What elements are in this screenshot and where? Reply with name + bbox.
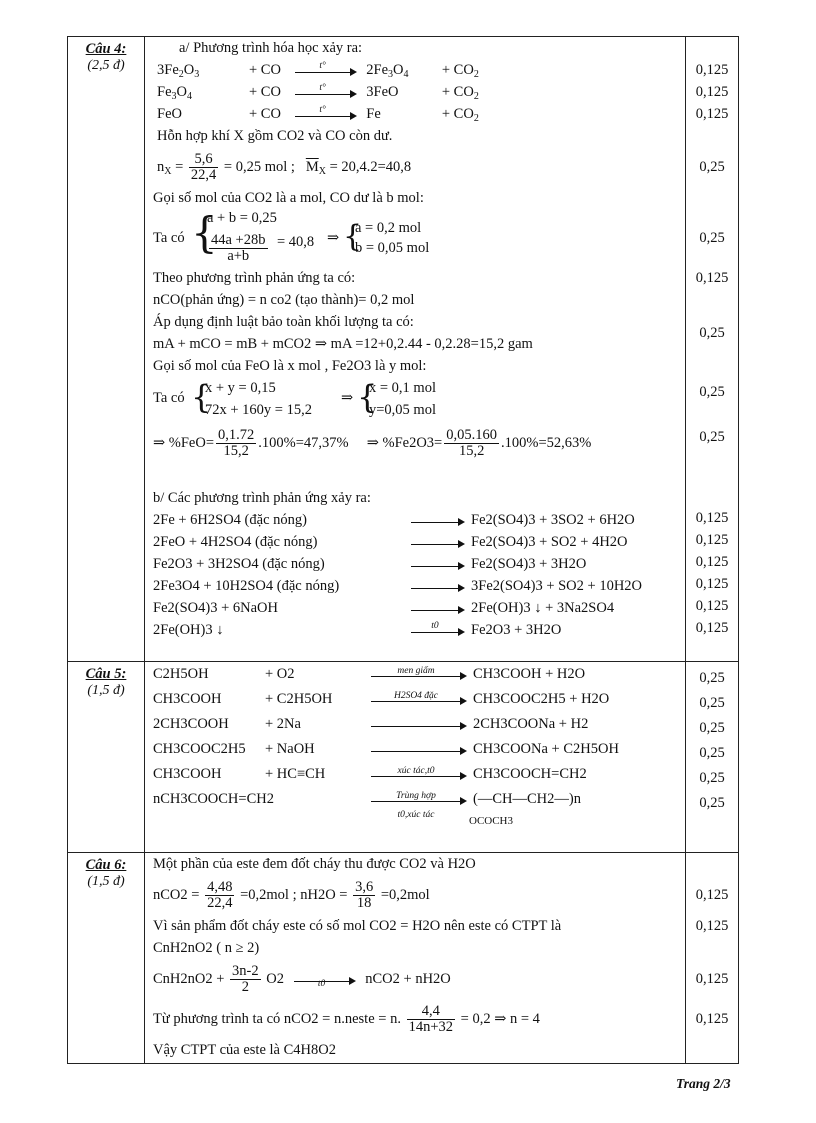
- q6-line-6: Vậy CTPT của este là C4H8O2: [153, 1042, 336, 1058]
- score: 0,125: [695, 598, 729, 614]
- score: 0,125: [695, 1011, 729, 1027]
- question-5-points: (1,5 đ): [87, 683, 125, 698]
- question-4-label-cell: [68, 37, 145, 662]
- polymer-side-group: OCOCH3: [469, 815, 514, 827]
- score: 0,125: [695, 270, 729, 286]
- score: 0,25: [699, 159, 725, 175]
- score: 0,125: [695, 62, 729, 78]
- answer-table: [67, 36, 739, 1064]
- part-b-reaction: 2Fe + 6H2SO4 (đặc nóng) Fe2(SO4)3 + 3SO2 + 6H2O: [153, 512, 635, 528]
- nco-line: nCO(phản ứng) = n co2 (tạo thành)= 0,2 mol: [153, 292, 415, 308]
- score: 0,25: [699, 429, 725, 445]
- q6-line-3: Vì sản phẩm đốt cháy este có số mol CO2 = H2O nên este có CTPT là: [153, 918, 562, 934]
- question-5-title: Câu 5:: [85, 666, 127, 682]
- system-2: Ta có { x + y = 0,15 72x + 160y = 15,2 ⇒ { x = 0,1 mol y=0,05 mol: [153, 378, 436, 418]
- question-6-title: Câu 6:: [85, 857, 127, 873]
- q6-line-3b: CnH2nO2 ( n ≥ 2): [153, 940, 260, 956]
- question-6-points-col: [686, 853, 739, 1064]
- score: 0,125: [695, 576, 729, 592]
- q5-reaction: C2H5OH + O2 men giấm CH3COOH + H2O: [153, 665, 586, 682]
- q6-line-2: nCO2 = $\frac{4,48}{22,4}$ =0,2mol ; nH2O = $\frac{3,6}{18}$ =0,2mol: [153, 879, 430, 912]
- question-4-points: (2,5 đ): [87, 58, 125, 73]
- score: 0,25: [699, 230, 725, 246]
- question-4-points-col: [686, 37, 739, 662]
- q5-reaction: CH3COOH + C2H5OH H2SO4 đặc CH3COOC2H5 + H2O: [153, 690, 610, 707]
- score: 0,25: [699, 770, 725, 786]
- question-4-content: [145, 37, 686, 662]
- part-b-reaction: Fe2(SO4)3 + 6NaOH 2Fe(OH)3 ↓ + 3Na2SO4: [153, 600, 615, 616]
- set-mol-xy: Gọi số mol của FeO là x mol , Fe2O3 là y mol:: [153, 358, 427, 374]
- question-4-row: [68, 37, 739, 662]
- score: 0,125: [695, 918, 729, 934]
- q5-reaction: CH3COOH + HC≡CH xúc tác,t0 CH3COOCH=CH2: [153, 765, 587, 782]
- score: 0,125: [695, 510, 729, 526]
- question-6-row: [68, 853, 739, 1064]
- score: 0,25: [699, 384, 725, 400]
- percent-calc: ⇒ %FeO= $\frac{0,1.72}{15,2}$ .100%=47,37% ⇒ %Fe2O3= $\frac{0,05.160}{15,2}$ .100%=52,63%: [153, 427, 592, 460]
- bt-kl: Áp dụng định luật bảo toàn khối lượng ta có:: [153, 314, 414, 330]
- score: 0,125: [695, 106, 729, 122]
- question-5-points-col: [686, 662, 739, 853]
- part-b-heading: b/ Các phương trình phản ứng xảy ra:: [153, 490, 371, 506]
- q5-reaction: nCH3COOCH=CH2 Trùng hợp t0,xúc tác (—CH—CH2—)n: [153, 790, 581, 820]
- question-6-points: (1,5 đ): [87, 874, 125, 889]
- part-b-reaction: 2Fe3O4 + 10H2SO4 (đặc nóng) 3Fe2(SO4)3 + SO2 + 10H2O: [153, 578, 643, 594]
- reaction-2: $Fe_3O_4$ + CO t° $3FeO + CO_2$: [157, 82, 479, 102]
- question-5-label-cell: [68, 662, 145, 853]
- question-6-label-cell: [68, 853, 145, 1064]
- reaction-3: FeO + CO t° $Fe + CO_2$: [157, 104, 479, 124]
- score: 0,25: [699, 695, 725, 711]
- heat-arrow: t°: [295, 64, 357, 78]
- part-b-reaction: 2Fe(OH)3 ↓ t0 Fe2O3 + 3H2O: [153, 620, 562, 638]
- heat-arrow: t°: [295, 86, 357, 100]
- q5-reaction: CH3COOC2H5 + NaOH CH3COONa + C2H5OH: [153, 741, 619, 757]
- q6-line-1: Một phần của este đem đốt cháy thu được CO2 và H2O: [153, 856, 476, 872]
- question-4-title: Câu 4:: [85, 41, 127, 57]
- score: 0,125: [695, 971, 729, 987]
- question-5-content: [145, 662, 686, 853]
- heat-arrow: t0: [294, 973, 356, 987]
- set-mol-ab: Gọi số mol của CO2 là a mol, CO dư là b mol:: [153, 190, 424, 206]
- nx-calculation: $n_X$ = $\frac{5,6}{22,4}$ = 0,25 mol ; $\overline{M}_X = 20,4.2=40,8$: [157, 151, 412, 184]
- score: 0,25: [699, 720, 725, 736]
- question-5-row: [68, 662, 739, 853]
- q6-line-5: Từ phương trình ta có nCO2 = n.neste = n. $\frac{4,4}{14n+32}$ = 0,2 ⇒ n = 4: [153, 1003, 540, 1036]
- score: 0,25: [699, 745, 725, 761]
- question-6-content: [145, 853, 686, 1064]
- score: 0,25: [699, 670, 725, 686]
- score: 0,125: [695, 84, 729, 100]
- gas-mixture-text: Hỗn hợp khí X gồm CO2 và CO còn dư.: [157, 128, 393, 144]
- score: 0,125: [695, 620, 729, 636]
- part-b-reactions: [145, 509, 685, 641]
- part-b-reaction: Fe2O3 + 3H2SO4 (đặc nóng) Fe2(SO4)3 + 3H2O: [153, 556, 587, 572]
- score: 0,25: [699, 325, 725, 341]
- theo-pt: Theo phương trình phản ứng ta có:: [153, 270, 356, 286]
- q6-line-4: CnH2nO2 + $\frac{3n-2}{2}$ O2 t0 nCO2 + nH2O: [153, 963, 451, 996]
- part-a-heading: a/ Phương trình hóa học xảy ra:: [179, 40, 363, 56]
- page-footer: Trang 2/3: [676, 1076, 731, 1091]
- score: 0,125: [695, 887, 729, 903]
- part-b-reaction: 2FeO + 4H2SO4 (đặc nóng) Fe2(SO4)3 + SO2 + 4H2O: [153, 534, 628, 550]
- reaction-1: $3Fe_2O_3$ + CO t° $2Fe_3O_4 + CO_2$: [157, 60, 479, 80]
- score: 0,125: [695, 532, 729, 548]
- q5-reaction: 2CH3COOH + 2Na 2CH3COONa + H2: [153, 716, 589, 732]
- heat-arrow: t°: [295, 108, 357, 122]
- score: 0,25: [699, 795, 725, 811]
- mass-line: mA + mCO = mB + mCO2 ⇒ mA =12+0,2.44 - 0,2.28=15,2 gam: [153, 336, 533, 352]
- system-1: Ta có { a + b = 0,25 $\frac{44a +28b}{a+b}$ = 40,8 ⇒ { a = 0,2 mol b = 0,05 mol: [153, 208, 430, 264]
- score: 0,125: [695, 554, 729, 570]
